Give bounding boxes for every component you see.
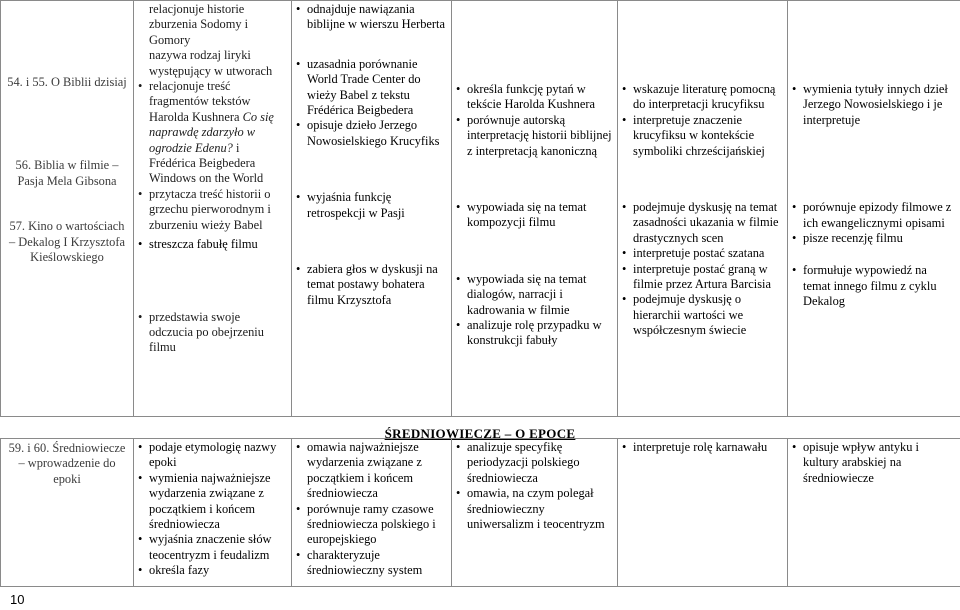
page-number: 10: [10, 592, 25, 607]
requirement-item: • interpretuje rolę karnawału: [622, 440, 783, 455]
requirement-item: • omawia najważniejsze wydarzenia związane z początkiem i końcem średniowiecza: [296, 440, 447, 502]
requirements-column-2: [134, 1, 292, 417]
requirement-item: • interpretuje znaczenie krucyfiksu w kontekście symboliki chrześcijańskiej: [622, 113, 783, 159]
lesson-topic-56: 56. Biblia w filmie – Pasja Mela Gibsona: [15, 158, 119, 188]
requirement-item: • wymienia tytuły innych dzieł Jerzego Nowosielskiego i je interpretuje: [792, 82, 956, 128]
requirements-table-lower: [0, 438, 960, 587]
requirement-item: • pisze recenzję filmu: [792, 231, 956, 246]
requirement-item: • analizuje specyfikę periodyzacji polskiego średniowiecza: [456, 440, 613, 486]
requirement-item: • wyjaśnia znaczenie słów teocentryzm i feudalizm: [138, 532, 287, 563]
requirement-text: relacjonuje historie zburzenia Sodomy i Gomory: [149, 2, 249, 47]
requirement-item: • wypowiada się na temat dialogów, narracji i kadrowania w filmie: [456, 272, 613, 318]
requirement-item: • opisuje wpływ antyku i kultury arabskiej na średniowiecze: [792, 440, 956, 486]
requirements-column-5: [618, 1, 788, 417]
requirement-item: • porównuje autorską interpretację historii biblijnej z interpretacją kanoniczną: [456, 113, 613, 159]
lesson-topic-57: 57. Kino o wartościach – Dekalog I Krzysztofa Kieślowskiego: [9, 219, 125, 265]
lesson-topic-54-55: 54. i 55. O Biblii dzisiaj: [7, 75, 127, 89]
requirement-item: • streszcza fabułę filmu: [138, 237, 287, 252]
requirement-item: • określa funkcję pytań w tekście Harolda Kushnera: [456, 82, 613, 113]
lesson-topic-59-60-cell: [1, 439, 134, 587]
requirement-item: • podejmuje dyskusję na temat zasadności ukazania w filmie drastycznych scen: [622, 200, 783, 246]
requirements-column-4: [452, 1, 618, 417]
requirement-item: • wypowiada się na temat kompozycji filmu: [456, 200, 613, 231]
requirements-column-4: [452, 439, 618, 587]
requirement-item: • porównuje epizody filmowe z ich ewangelicznymi opisami: [792, 200, 956, 231]
requirement-item: • charakteryzuje średniowieczny system: [296, 548, 447, 579]
requirement-item: • opisuje dzieło Jerzego Nowosielskiego Krucyfiks: [296, 118, 447, 149]
lesson-topic-59-60: 59. i 60. Średniowiecze – wprowadzenie do epoki: [8, 441, 126, 486]
lesson-topics-cell: [1, 1, 134, 417]
requirements-column-5: [618, 439, 788, 587]
requirement-item: • wskazuje literaturę pomocną do interpretacji krucyfiksu: [622, 82, 783, 113]
requirements-column-3: [292, 1, 452, 417]
requirement-item: • przytacza treść historii o grzechu pierworodnym i zburzeniu wieży Babel: [138, 187, 287, 233]
requirement-item: • interpretuje postać graną w filmie przez Artura Barcisia: [622, 262, 783, 293]
requirement-item: • omawia, na czym polegał średniowieczny uniwersalizm i teocentryzm: [456, 486, 613, 532]
requirement-item: • relacjonuje treść fragmentów tekstów Harolda Kushnera Co się naprawdę zdarzyło w ogrodzie Edenu? i Frédérica Beigbedera Windows on the World: [138, 79, 287, 187]
requirement-item: • analizuje rolę przypadku w konstrukcji fabuły: [456, 318, 613, 349]
requirement-item: • odnajduje nawiązania biblijne w wierszu Herberta: [296, 2, 447, 33]
requirement-item: • interpretuje postać szatana: [622, 246, 783, 261]
requirements-column-2: [134, 439, 292, 587]
requirement-item: • wymienia najważniejsze wydarzenia związane z początkiem i końcem średniowiecza: [138, 471, 287, 533]
requirement-text: nazywa rodzaj liryki występujący w utworach: [149, 48, 273, 78]
requirement-item: • uzasadnia porównanie World Trade Center do wieży Babel z tekstu Frédérica Beigbedera: [296, 57, 447, 119]
requirement-item: • określa fazy: [138, 563, 287, 578]
requirement-item: • wyjaśnia funkcję retrospekcji w Pasji: [296, 190, 447, 221]
requirement-item: • podejmuje dyskusję o hierarchii wartości we współczesnym świecie: [622, 292, 783, 338]
requirement-item: • porównuje ramy czasowe średniowiecza polskiego i europejskiego: [296, 502, 447, 548]
section-heading: ŚREDNIOWIECZE – O EPOCE: [384, 426, 576, 441]
requirement-item: • podaje etymologię nazwy epoki: [138, 440, 287, 471]
requirements-column-6: [788, 439, 960, 587]
requirement-item: • zabiera głos w dyskusji na temat postawy bohatera filmu Krzysztofa: [296, 262, 447, 308]
requirements-column-3: [292, 439, 452, 587]
requirements-column-6: [788, 1, 960, 417]
requirement-item: • formułuje wypowiedź na temat innego filmu z cyklu Dekalog: [792, 263, 956, 309]
requirement-item: • przedstawia swoje odczucia po obejrzeniu filmu: [138, 310, 287, 356]
